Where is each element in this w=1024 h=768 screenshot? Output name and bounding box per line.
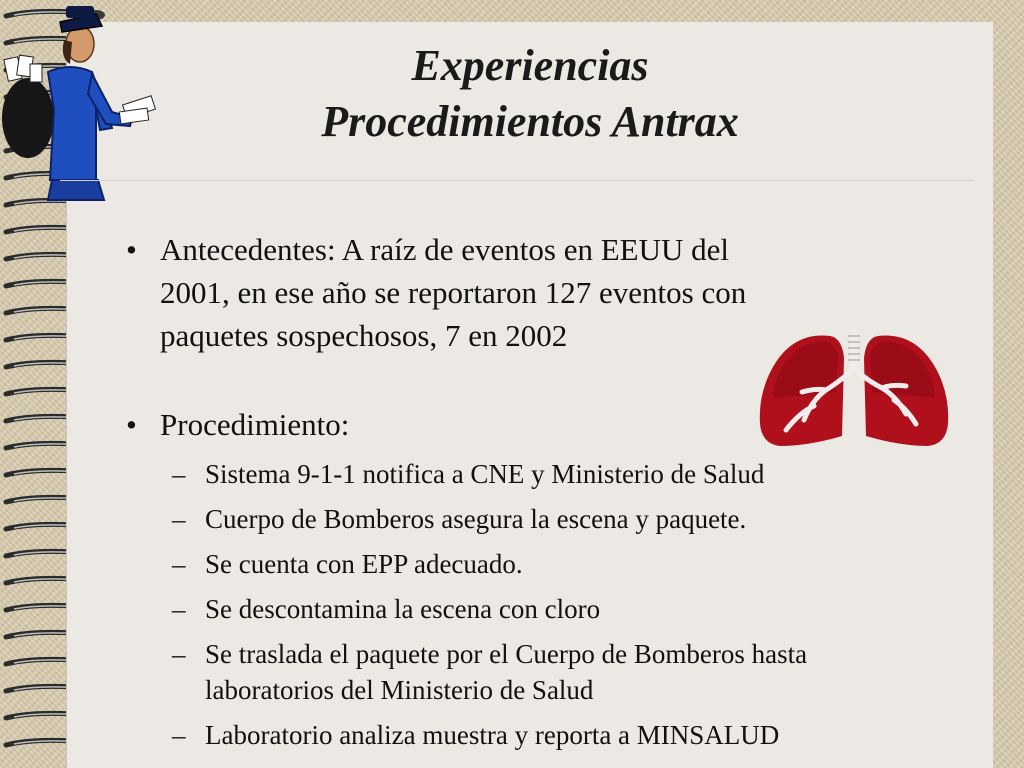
dash-marker: –	[172, 639, 186, 669]
bullet-line: Procedimiento:	[160, 407, 350, 442]
step-text: Se traslada el paquete por el Cuerpo de Bomberos hasta	[205, 639, 808, 669]
step-text: Sistema 9-1-1 notifica a CNE y Ministerio de Salud	[205, 459, 765, 489]
list-item	[120, 717, 980, 753]
slide-body	[120, 228, 980, 762]
step-text: laboratorios del Ministerio de Salud	[205, 675, 594, 705]
title-divider	[60, 180, 974, 181]
title-line-1: Experiencias	[411, 41, 649, 90]
slide-title	[150, 38, 910, 150]
dash-marker: –	[172, 549, 186, 579]
bullet-line: 2001, en ese año se reportaron 127 eventos con	[160, 275, 747, 310]
bullet-marker: •	[126, 232, 137, 267]
mail-carrier-clipart	[0, 0, 165, 210]
lungs-illustration	[756, 328, 952, 450]
bullet-line: paquetes sospechosos, 7 en 2002	[160, 318, 568, 353]
step-text: Se cuenta con EPP adecuado.	[205, 549, 523, 579]
procedure-steps-list	[120, 456, 980, 753]
bullet-line: Antecedentes: A raíz de eventos en EEUU del	[160, 232, 729, 267]
dash-marker: –	[172, 594, 186, 624]
list-item	[120, 546, 980, 582]
list-item	[120, 591, 980, 627]
bullet-marker: •	[126, 407, 137, 442]
dash-marker: –	[172, 720, 186, 750]
list-item	[120, 456, 980, 492]
dash-marker: –	[172, 504, 186, 534]
title-line-2: Procedimientos Antrax	[321, 97, 739, 146]
step-text: Cuerpo de Bomberos asegura la escena y paquete.	[205, 504, 747, 534]
step-text: Laboratorio analiza muestra y reporta a MINSALUD	[205, 720, 780, 750]
dash-marker: –	[172, 459, 186, 489]
list-item	[120, 501, 980, 537]
list-item	[120, 636, 980, 708]
step-text: Se descontamina la escena con cloro	[205, 594, 601, 624]
